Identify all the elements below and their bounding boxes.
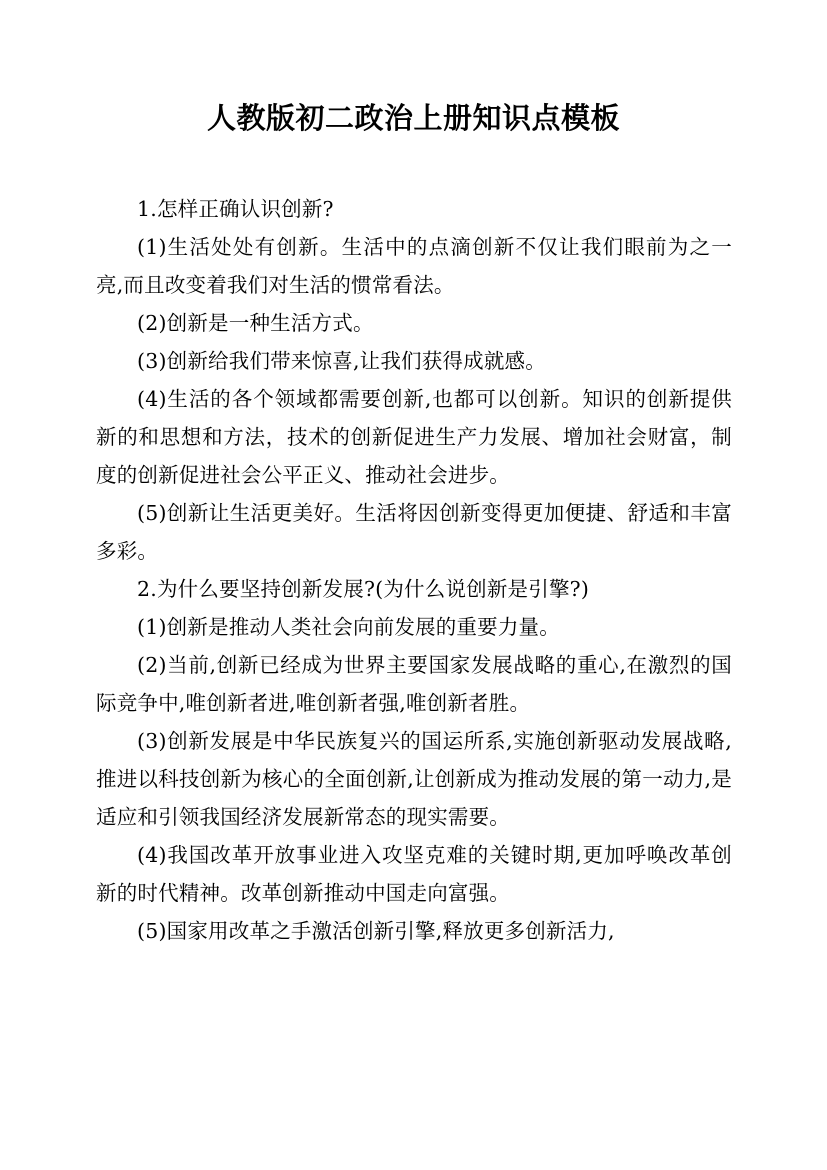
- paragraph: (4)我国改革开放事业进入攻坚克难的关键时期,更加呼唤改革创新的时代精神。改革创新推动中国走向富强。: [96, 843, 732, 905]
- paragraph: (1)创新是推动人类社会向前发展的重要力量。: [137, 615, 560, 639]
- page-title: 人教版初二政治上册知识点模板: [206, 101, 620, 135]
- paragraph: (2)当前,创新已经成为世界主要国家发展战略的重心,在激烈的国际竞争中,唯创新者进,唯创新者强,唯创新者胜。: [96, 653, 732, 715]
- paragraph: 2.为什么要坚持创新发展?(为什么说创新是引擎?): [137, 577, 590, 601]
- paragraph: (3)创新发展是中华民族复兴的国运所系,实施创新驱动发展战略,推进以科技创新为核心的全面创新,让创新成为推动发展的第一动力,是适应和引领我国经济发展新常态的现实需要。: [96, 729, 732, 829]
- paragraph: (3)创新给我们带来惊喜,让我们获得成就感。: [137, 349, 546, 373]
- paragraph: (1)生活处处有创新。生活中的点滴创新不仅让我们眼前为之一亮,而且改变着我们对生活的惯常看法。: [96, 235, 732, 297]
- document-body: [96, 190, 732, 950]
- paragraph: (5)创新让生活更美好。生活将因创新变得更加便捷、舒适和丰富多彩。: [96, 501, 732, 563]
- paragraph: (4)生活的各个领域都需要创新,也都可以创新。知识的创新提供新的和思想和方法，技术的创新促进生产力发展、增加社会财富，制度的创新促进社会公平正义、推动社会进步。: [96, 387, 732, 487]
- paragraph: (5)国家用改革之手激活创新引擎,释放更多创新活力,: [137, 919, 615, 943]
- paragraph: 1.怎样正确认识创新?: [137, 197, 334, 221]
- paragraph: (2)创新是一种生活方式。: [137, 311, 374, 335]
